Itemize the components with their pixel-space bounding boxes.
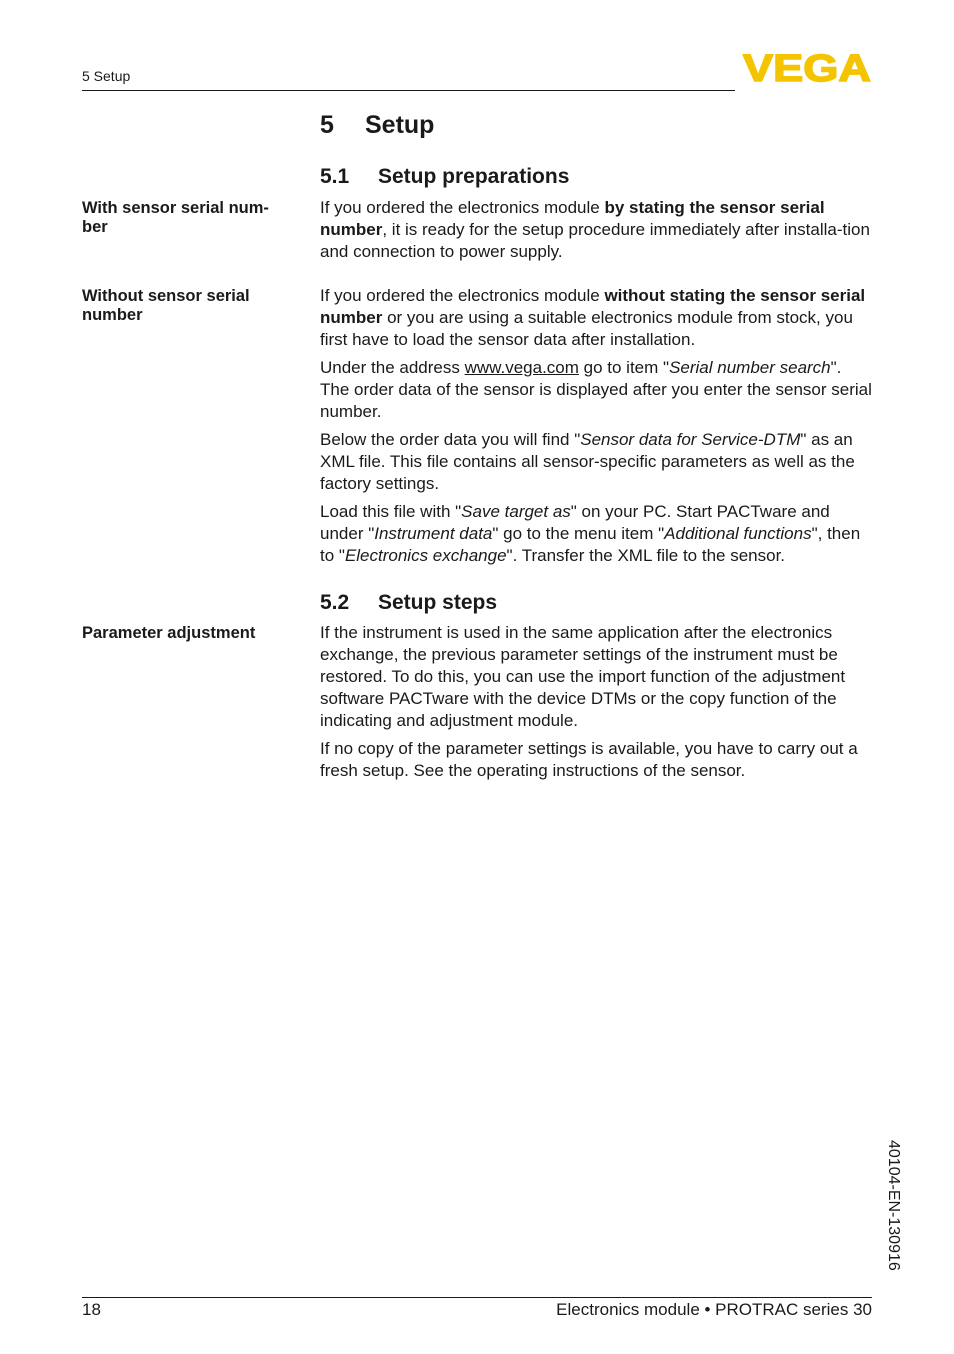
section-number: 5.1 (320, 165, 350, 188)
chapter-title: Setup (365, 111, 435, 139)
margin-label-parameter-adjustment: Parameter adjustment (82, 624, 256, 642)
vega-logo-text: VEGA (743, 50, 871, 84)
paragraph-load-sensor-data: If you ordered the electronics module without stating the sensor serial number or you are using a suitable electronics module from stock, you first have to load the sensor data after installation. (320, 286, 866, 349)
document-code: 40104-EN-130916 (885, 1140, 902, 1271)
vega-website-link[interactable]: www.vega.com (464, 358, 579, 377)
page-number: 18 (82, 1300, 101, 1319)
section-heading-5-1 (320, 165, 569, 189)
paragraph-with-serial: If you ordered the electronics module by stating the sensor serial number, it is ready for the setup procedure immediately after installa-tion and connection to power supply. (320, 198, 870, 261)
margin-label-with-serial: With sensor serial num- ber (82, 199, 269, 236)
paragraph-serial-search: Under the address www.vega.com go to item "Serial number search". The order data of the sensor is displayed after you enter the sensor serial number. (320, 358, 872, 421)
paragraph-load-file: Load this file with "Save target as" on your PC. Start PACTware and under "Instrument data" go to the menu item "Additional functions", then to "Electronics exchange". Transfer the XML file to the sensor. (320, 502, 861, 565)
margin-label-without-serial: Without sensor serial number (82, 287, 250, 324)
chapter-number: 5 (320, 111, 334, 139)
footer-document-title: Electronics module • PROTRAC series 30 (556, 1300, 872, 1319)
paragraph-fresh-setup: If no copy of the parameter settings is available, you have to carry out a fresh setup. See the operating instructions of the sensor. (320, 739, 858, 780)
chapter-heading (320, 111, 434, 140)
section-title: Setup preparations (378, 165, 570, 188)
header-rule (82, 90, 735, 91)
paragraph-xml-file: Below the order data you will find "Sensor data for Service-DTM" as an XML file. This file contains all sensor-specific parameters as well as the factory settings. (320, 430, 855, 493)
section-title: Setup steps (378, 591, 498, 614)
running-header: 5 Setup (82, 68, 131, 84)
section-heading-5-2 (320, 591, 497, 615)
section-number: 5.2 (320, 591, 350, 614)
footer-rule (82, 1297, 872, 1298)
paragraph-restore-settings: If the instrument is used in the same application after the electronics exchange, the previous parameter settings of the instrument must be restored. To do this, you can use the import function of the adjustment software PACTware with the device DTMs or the copy function of the indicating and adjustment module. (320, 623, 846, 730)
paragraphs-without-serial (320, 285, 875, 567)
vega-logo (741, 50, 873, 84)
paragraphs-setup-steps (320, 622, 875, 782)
